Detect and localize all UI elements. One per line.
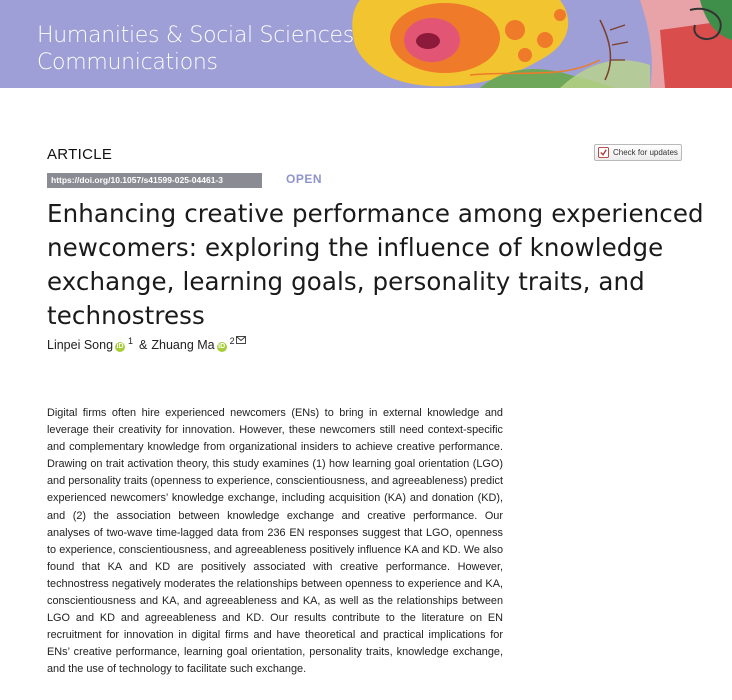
article-type: ARTICLE: [47, 146, 113, 163]
journal-name-line2: Communications: [37, 50, 218, 75]
author-affiliation[interactable]: 2: [229, 336, 235, 346]
journal-name[interactable]: [37, 22, 354, 76]
article-title: Enhancing creative performance among experienced newcomers: exploring the influence of knowledge exchange, learning goals, personality traits, and technostress: [47, 199, 704, 330]
orcid-icon[interactable]: iD: [218, 343, 226, 350]
doi-link[interactable]: https://doi.org/10.1057/s41599-025-04461-3: [47, 173, 262, 188]
check-updates-label: Check for updates: [613, 148, 678, 157]
check-for-updates-button[interactable]: [594, 144, 682, 161]
journal-name-line1: Humanities & Social Sciences: [37, 23, 354, 48]
journal-banner: [0, 0, 732, 88]
orcid-icon[interactable]: iD: [116, 343, 124, 350]
author-name[interactable]: Linpei Song: [47, 338, 114, 352]
email-icon[interactable]: [236, 336, 246, 344]
author-affiliation[interactable]: 1: [128, 336, 134, 346]
abstract: Digital firms often hire experienced newcomers (ENs) to bring in external knowledge and leverage their creativity for innovation. However, these newcomers still need context-specific and complementary knowledge from organizational insiders to achieve creative performance. Drawing on trait activation theory, this study examines (1) how learning goal orientation (LGO) and personality traits (openness to experience, conscientiousness, and agreeableness) predict experienced newcomers’ knowledge exchange, including acquisition (KA) and donation (KD), and (2) the association between knowledge exchange and creative performance. Our analyses of two-wave time-lagged data from 236 EN responses suggest that LGO, openness to experience, conscientiousness, and agreeableness positively influence KA and KD. We also found that KA and KD are positively associated with creative performance. However, technostress negatively moderates the relationships between openness to experience and KA, conscientiousness and KA, and agreeableness and KA, as well as the relationships between LGO and KD and agreeableness and KD. Our results contribute to the literature on EN recruitment for innovation in digital firms and have theoretical and practical implications for ENs’ creative performance, learning goal orientation, personality traits, knowledge exchange, and the use of technology to facilitate such exchange.: [47, 407, 503, 676]
author-list: [47, 338, 246, 353]
open-access-badge: OPEN: [286, 172, 323, 186]
author-name[interactable]: Zhuang Ma: [151, 338, 215, 352]
author-separator: &: [139, 338, 148, 352]
check-updates-icon: [598, 147, 609, 158]
